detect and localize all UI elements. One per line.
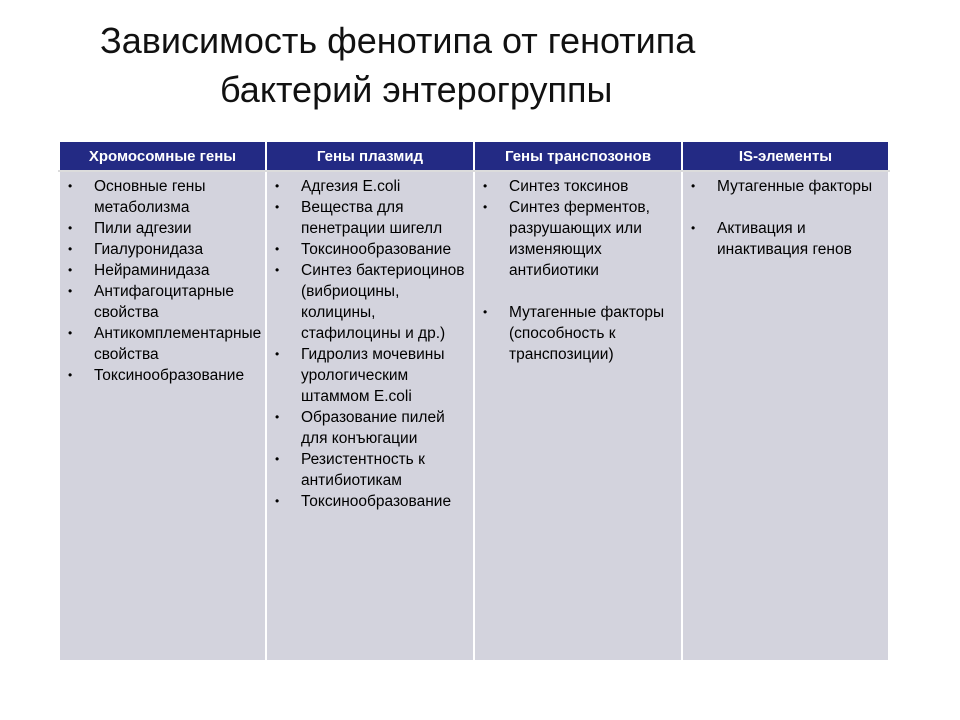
list-item: • Токсинообразование (68, 367, 245, 384)
bullet-icon: • (275, 200, 280, 214)
list-item: • Вещества для пенетрации шигелл (275, 199, 443, 237)
bullet-icon: • (68, 179, 73, 193)
bullet-icon: • (275, 179, 280, 193)
title-line-2: бактерий энтерогруппы (220, 69, 613, 110)
list-item: • Активация и инактивация генов (691, 220, 852, 258)
cell-transposon-genes (474, 171, 682, 660)
bullet-icon: • (691, 179, 696, 193)
list-plasmid-genes (273, 176, 469, 512)
bullet-icon: • (275, 494, 280, 508)
list-item: • Гидролиз мочевины урологическим штаммом E.coli (275, 346, 445, 405)
list-item: • Гиалуронидаза (68, 241, 204, 258)
bullet-icon: • (275, 410, 280, 424)
cell-is-elements (682, 171, 889, 660)
list-transposon-genes (481, 176, 677, 365)
list-item: • Резистентность к антибиотикам (275, 451, 425, 489)
bullet-icon: • (483, 179, 488, 193)
bullet-icon: • (68, 221, 73, 235)
bullet-icon: • (275, 263, 280, 277)
bullet-icon: • (275, 347, 280, 361)
list-item: • Адгезия E.coli (275, 178, 401, 195)
list-item: • Мутагенные факторы (способность к транспозиции) (483, 304, 665, 363)
bullet-icon: • (483, 305, 488, 319)
table-row (59, 171, 889, 660)
list-item: • Антикомплементарные свойства (68, 325, 262, 363)
genotype-phenotype-table (58, 140, 890, 660)
list-item: • Синтез токсинов (483, 178, 629, 195)
list-item: • Мутагенные факторы (691, 178, 873, 195)
list-item: • Токсинообразование (275, 241, 452, 258)
list-item: • Синтез бактериоцинов (вибриоцины, колицины, стафилоцины и др.) (275, 262, 465, 342)
list-item: • Нейраминидаза (68, 262, 210, 279)
bullet-icon: • (483, 200, 488, 214)
list-item: • Синтез ферментов, разрушающих или изменяющих антибиотики (483, 199, 650, 279)
bullet-icon: • (691, 221, 696, 235)
header-chromosomal-genes: Хромосомные гены (59, 141, 266, 171)
bullet-icon: • (68, 242, 73, 256)
cell-chromosomal-genes (59, 171, 266, 660)
list-item: • Пили адгезии (68, 220, 192, 237)
list-item: • Токсинообразование (275, 493, 452, 510)
header-is-elements: IS-элементы (682, 141, 889, 171)
list-is-elements (689, 176, 884, 260)
bullet-icon: • (68, 368, 73, 382)
bullet-icon: • (68, 284, 73, 298)
list-item: • Антифагоцитарные свойства (68, 283, 234, 321)
list-item: • Основные гены метаболизма (68, 178, 206, 216)
cell-plasmid-genes (266, 171, 474, 660)
header-plasmid-genes: Гены плазмид (266, 141, 474, 171)
bullet-icon: • (68, 326, 73, 340)
list-item: • Образование пилей для конъюгации (275, 409, 445, 447)
table-header-row (59, 141, 889, 171)
bullet-icon: • (68, 263, 73, 277)
title-line-1: Зависимость фенотипа от генотипа (100, 20, 696, 61)
list-chromosomal-genes (66, 176, 261, 386)
page-title (100, 16, 860, 114)
bullet-icon: • (275, 452, 280, 466)
bullet-icon: • (275, 242, 280, 256)
header-transposon-genes: Гены транспозонов (474, 141, 682, 171)
